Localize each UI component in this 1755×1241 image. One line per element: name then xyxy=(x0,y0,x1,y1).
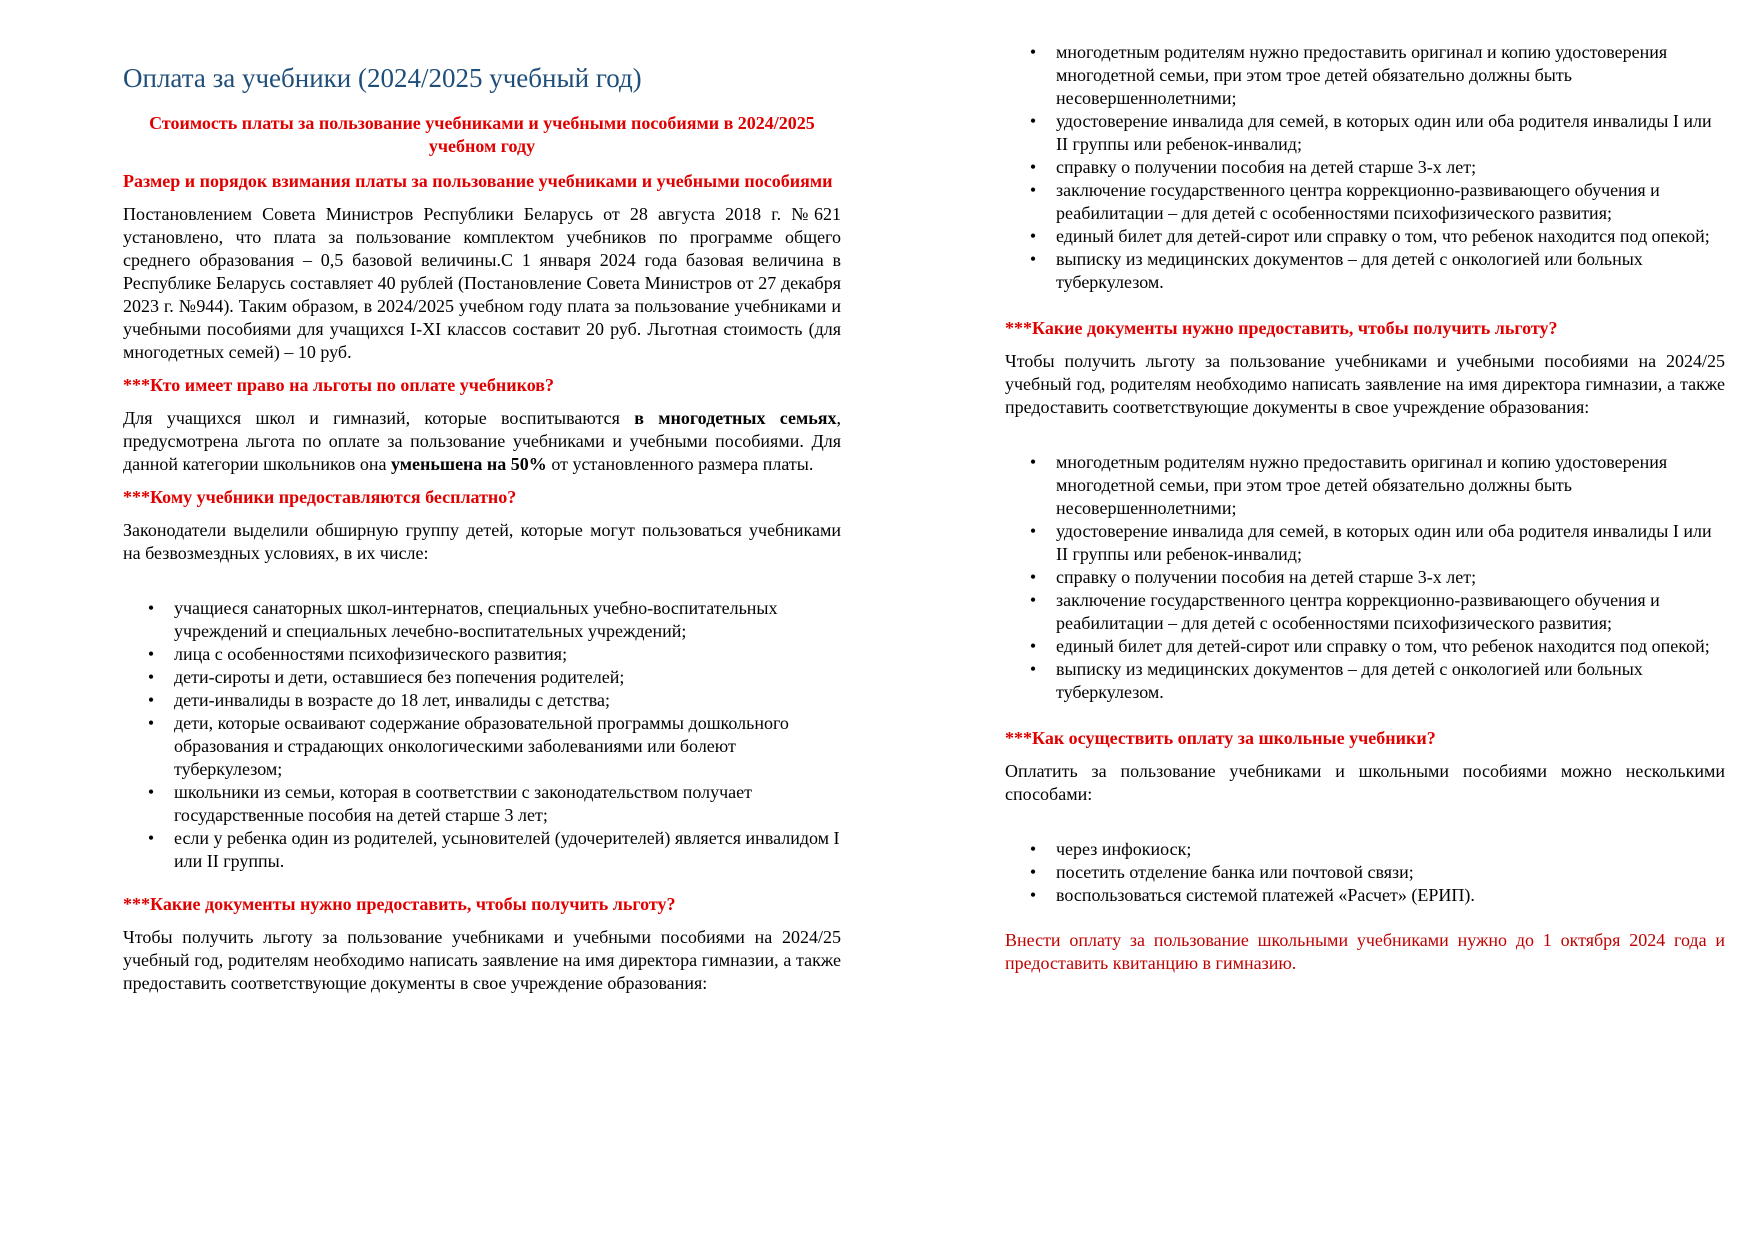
list-item xyxy=(1029,451,1725,520)
documents-list-top xyxy=(1005,41,1725,294)
list-item-text: единый билет для детей-сирот или справку о том, что ребенок находится под опекой; xyxy=(1056,226,1710,246)
page-title: Оплата за учебники (2024/2025 учебный год) xyxy=(123,63,642,93)
list-item-text: выписку из медицинских документов – для детей с онкологией или больных туберкулезом. xyxy=(1056,659,1643,702)
list-item xyxy=(1029,658,1725,704)
text: от установленного размера платы. xyxy=(546,454,814,474)
list-item xyxy=(1029,566,1725,589)
bullet-icon: • xyxy=(147,713,155,733)
list-item xyxy=(1029,156,1725,179)
bullet-icon: • xyxy=(147,690,155,710)
list-item xyxy=(147,712,841,781)
list-item-text: заключение государственного центра коррекционно-развивающего обучения и реабилитации – для детей с особенностями психофизического развития; xyxy=(1056,590,1660,633)
bold-text: в многодетных семьях xyxy=(634,408,837,428)
bullet-icon: • xyxy=(1029,659,1037,679)
heading-free: ***Кому учебники предоставляются бесплатно? xyxy=(123,487,517,507)
bullet-icon: • xyxy=(1029,567,1037,587)
list-item xyxy=(147,827,841,873)
paragraph-fee: Постановлением Совета Министров Республики Беларусь от 28 августа 2018 г. №621 установлено, что плата за пользование комплектом учебников по программе общего среднего образования – 0,5 базовой величины.С 1 января 2024 года базовая величина в Республике Беларусь составляет 40 рублей (Постановление Совета Министров от 27 декабря 2023 г. №944). Таким образом, в 2024/2025 учебном году плата за пользование учебниками и учебными пособиями для учащихся I-XI классов составит 20 руб. Льготная стоимость (для многодетных семей) – 10 руб. xyxy=(123,204,841,362)
list-item xyxy=(1029,248,1725,294)
bullet-icon: • xyxy=(147,828,155,848)
list-item xyxy=(1029,635,1725,658)
list-item-text: посетить отделение банка или почтовой связи; xyxy=(1056,862,1414,882)
payment-list xyxy=(1005,838,1725,907)
list-item-text: лица с особенностями психофизического развития; xyxy=(174,644,568,664)
paragraph-payment: Оплатить за пользование учебниками и школьными пособиями можно несколькими способами: xyxy=(1005,761,1725,804)
list-item-text: дети-инвалиды в возрасте до 18 лет, инвалиды с детства; xyxy=(174,690,611,710)
bullet-icon: • xyxy=(147,644,155,664)
list-item-text: дети-сироты и дети, оставшиеся без попечения родителей; xyxy=(174,667,625,687)
list-item xyxy=(147,689,841,712)
bold-text: уменьшена на 50% xyxy=(390,454,547,474)
list-item xyxy=(1029,589,1725,635)
heading-documents: ***Какие документы нужно предоставить, чтобы получить льготу? xyxy=(1005,318,1558,338)
list-item-text: воспользоваться системой платежей «Расчет» (ЕРИП). xyxy=(1056,885,1475,905)
list-item-text: если у ребенка один из родителей, усыновителей (удочерителей) является инвалидом I или II группы. xyxy=(174,828,840,871)
list-item-text: дети, которые осваивают содержание образовательной программы дошкольного образования и страдающих онкологическими заболеваниями или болеют туберкулезом; xyxy=(174,713,789,779)
free-list xyxy=(123,597,841,873)
list-item xyxy=(1029,110,1725,156)
list-item xyxy=(147,781,841,827)
list-item xyxy=(1029,225,1725,248)
list-item xyxy=(1029,520,1725,566)
heading-fee: Размер и порядок взимания платы за пользование учебниками и учебными пособиями xyxy=(123,171,833,191)
bullet-icon: • xyxy=(1029,452,1037,472)
bullet-icon: • xyxy=(147,598,155,618)
right-column xyxy=(1005,0,1725,975)
text: , предусмотрена льгота по оплате за пользование учебниками и учебными пособиями. Для данной категории школьников она xyxy=(123,408,841,474)
list-item-text: многодетным родителям нужно предоставить оригинал и копию удостоверения многодетной семьи, при этом трое детей обязательно должны быть несовершеннолетними; xyxy=(1056,42,1668,108)
list-item xyxy=(1029,884,1725,907)
paragraph-free: Законодатели выделили обширную группу детей, которые могут пользоваться учебниками на безвозмездных условиях, в их числе: xyxy=(123,520,841,563)
bullet-icon: • xyxy=(1029,226,1037,246)
bullet-icon: • xyxy=(1029,42,1037,62)
list-item xyxy=(1029,179,1725,225)
list-item xyxy=(1029,838,1725,861)
list-item xyxy=(1029,41,1725,110)
subtitle: Стоимость платы за пользование учебниками и учебными пособиями в 2024/2025 учебном году xyxy=(149,113,815,156)
bullet-icon: • xyxy=(1029,180,1037,200)
list-item-text: учащиеся санаторных школ-интернатов, специальных учебно-воспитательных учреждений и специальных лечебно-воспитательных учреждений; xyxy=(174,598,778,641)
bullet-icon: • xyxy=(147,782,155,802)
bullet-icon: • xyxy=(1029,885,1037,905)
paragraph-who-eligible xyxy=(123,407,841,476)
heading-documents: ***Какие документы нужно предоставить, чтобы получить льготу? xyxy=(123,894,676,914)
list-item-text: удостоверение инвалида для семей, в которых один или оба родителя инвалиды I или II группы или ребенок-инвалид; xyxy=(1056,111,1712,154)
list-item-text: через инфокиоск; xyxy=(1056,839,1192,859)
bullet-icon: • xyxy=(1029,590,1037,610)
list-item-text: единый билет для детей-сирот или справку о том, что ребенок находится под опекой; xyxy=(1056,636,1710,656)
heading-who-eligible: ***Кто имеет право на льготы по оплате учебников? xyxy=(123,375,555,395)
bullet-icon: • xyxy=(1029,862,1037,882)
list-item xyxy=(1029,861,1725,884)
list-item-text: справку о получении пособия на детей старше 3-х лет; xyxy=(1056,567,1477,587)
paragraph-documents: Чтобы получить льготу за пользование учебниками и учебными пособиями на 2024/25 учебный год, родителям необходимо написать заявление на имя директора гимназии, а также предоставить соответствующие документы в свое учреждение образования: xyxy=(123,927,841,993)
list-item-text: выписку из медицинских документов – для детей с онкологией или больных туберкулезом. xyxy=(1056,249,1643,292)
bullet-icon: • xyxy=(147,667,155,687)
list-item xyxy=(147,597,841,643)
paragraph-documents: Чтобы получить льготу за пользование учебниками и учебными пособиями на 2024/25 учебный год, родителям необходимо написать заявление на имя директора гимназии, а также предоставить соответствующие документы в свое учреждение образования: xyxy=(1005,351,1725,417)
payment-deadline-note: Внести оплату за пользование школьными учебниками нужно до 1 октября 2024 года и предоставить квитанцию в гимназию. xyxy=(1005,930,1725,973)
list-item xyxy=(147,666,841,689)
bullet-icon: • xyxy=(1029,157,1037,177)
list-item-text: справку о получении пособия на детей старше 3-х лет; xyxy=(1056,157,1477,177)
bullet-icon: • xyxy=(1029,521,1037,541)
documents-list-bottom xyxy=(1005,451,1725,704)
bullet-icon: • xyxy=(1029,249,1037,269)
bullet-icon: • xyxy=(1029,636,1037,656)
bullet-icon: • xyxy=(1029,111,1037,131)
text: Для учащихся школ и гимназий, которые воспитываются xyxy=(123,408,635,428)
left-column xyxy=(123,0,841,1005)
bullet-icon: • xyxy=(1029,839,1037,859)
list-item-text: удостоверение инвалида для семей, в которых один или оба родителя инвалиды I или II группы или ребенок-инвалид; xyxy=(1056,521,1712,564)
list-item-text: многодетным родителям нужно предоставить оригинал и копию удостоверения многодетной семьи, при этом трое детей обязательно должны быть несовершеннолетними; xyxy=(1056,452,1668,518)
list-item-text: заключение государственного центра коррекционно-развивающего обучения и реабилитации – для детей с особенностями психофизического развития; xyxy=(1056,180,1660,223)
heading-payment: ***Как осуществить оплату за школьные учебники? xyxy=(1005,728,1436,748)
list-item xyxy=(147,643,841,666)
list-item-text: школьники из семьи, которая в соответствии с законодательством получает государственные пособия на детей старше 3 лет; xyxy=(174,782,752,825)
